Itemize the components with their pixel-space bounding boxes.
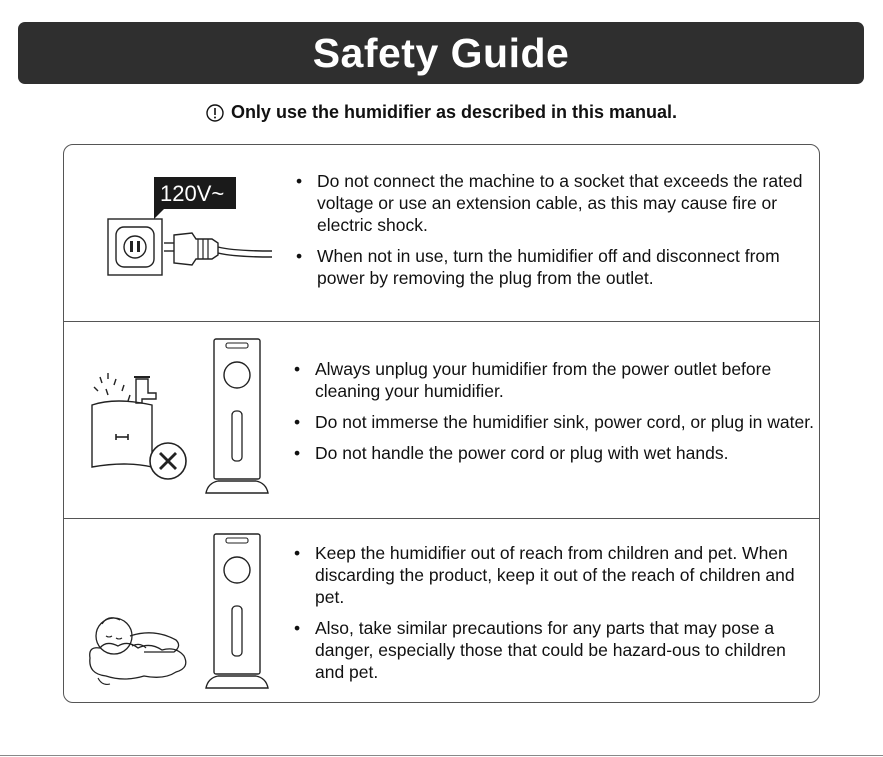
tap-water-icon (86, 369, 191, 489)
humidifier-icon (204, 337, 270, 503)
page-title: Safety Guide (312, 29, 570, 76)
subtitle (0, 102, 883, 123)
bullet-list (292, 542, 817, 692)
list-item: • Do not connect the machine to a socket that exceeds the rated voltage or use an extension cable, as this may cause fire or electric shock. (294, 170, 809, 236)
list-item: • Always unplug your humidifier from the power outlet before cleaning your humidifier. (292, 358, 817, 402)
humidifier-icon (204, 532, 270, 698)
bullet-list (292, 358, 817, 473)
list-item: • Also, take similar precautions for any parts that may pose a danger, especially those that could be hazard-ous to children and pet. (292, 617, 817, 683)
list-item: • Do not handle the power cord or plug with wet hands. (292, 442, 817, 464)
section-water (64, 321, 819, 518)
sleeping-baby-icon (84, 606, 192, 688)
voltage-label: 120V~ (160, 181, 225, 206)
title-bar (18, 22, 864, 84)
exclamation-circle-icon (206, 104, 224, 122)
list-item: • Keep the humidifier out of reach from children and pet. When discarding the product, keep it out of the reach of children and pet. (292, 542, 817, 608)
section-children (64, 518, 819, 704)
list-item: • Do not immerse the humidifier sink, power cord, or plug in water. (292, 411, 817, 433)
plug-socket-icon (104, 173, 274, 279)
bullet-list (294, 170, 809, 298)
safety-panel (63, 144, 820, 703)
list-item: • When not in use, turn the humidifier off and disconnect from power by removing the plug from the outlet. (294, 245, 809, 289)
subtitle-text: Only use the humidifier as described in this manual. (230, 102, 678, 122)
section-electrical (64, 145, 819, 321)
page-bottom-rule (0, 755, 883, 756)
